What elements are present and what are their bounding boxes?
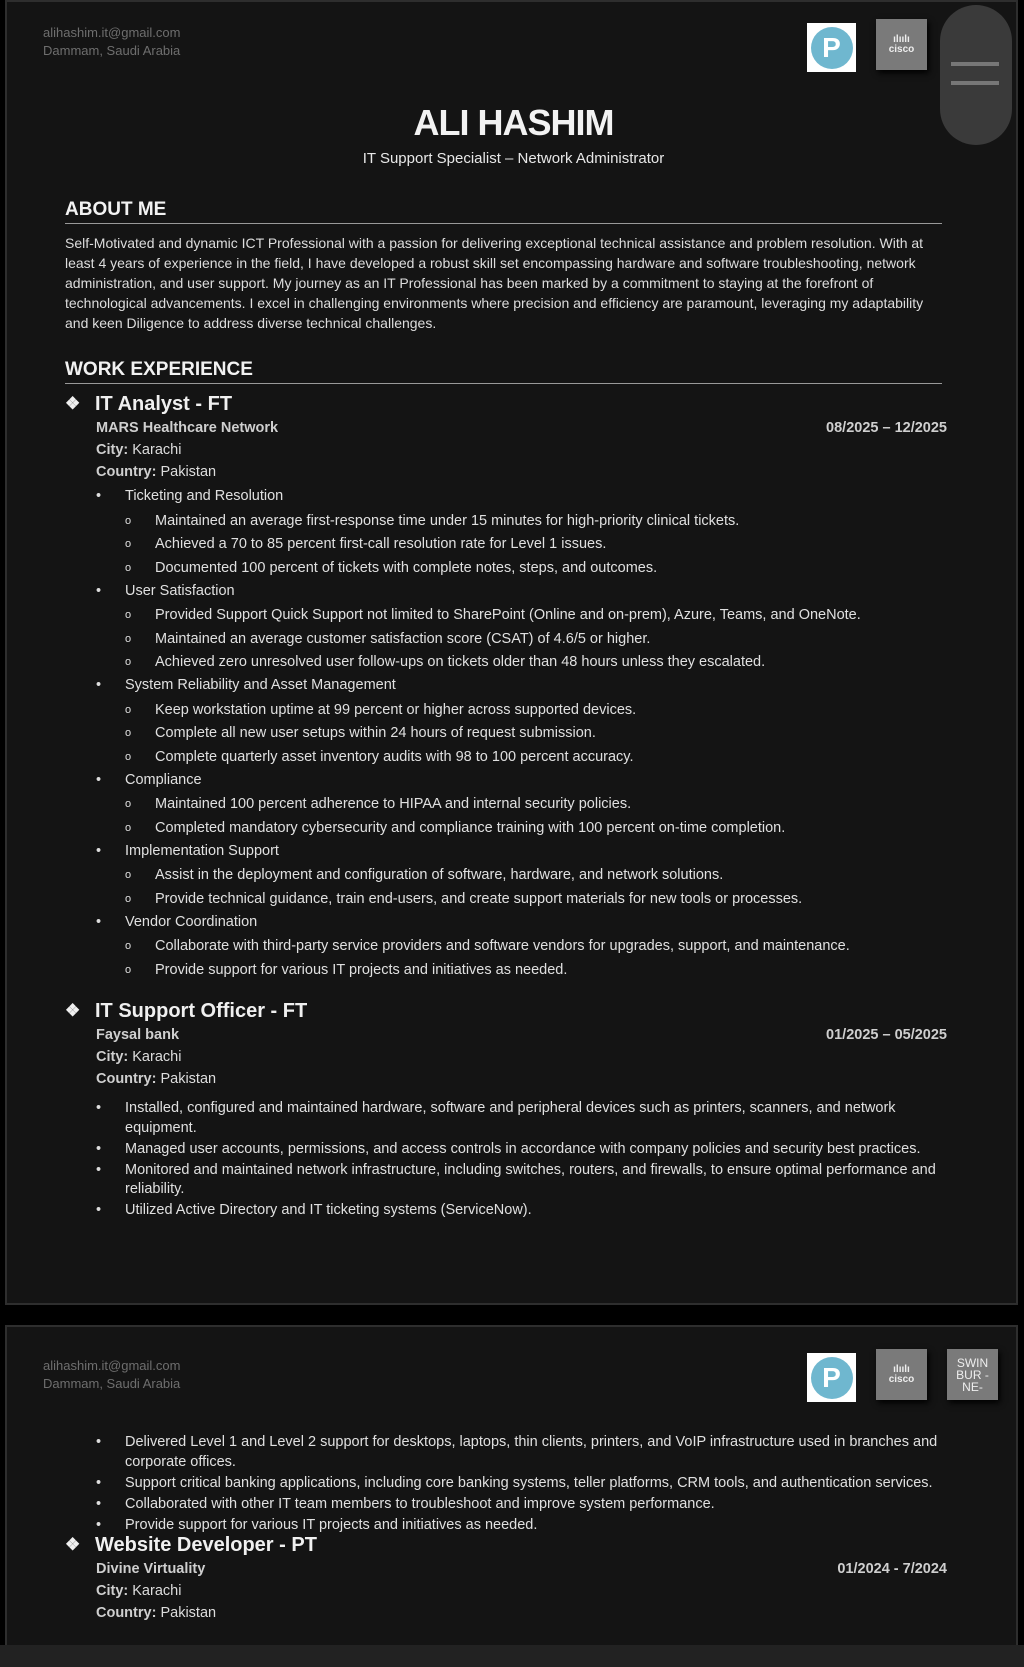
company-name [96,417,945,439]
diamond-bullet-icon: ❖ [65,1535,81,1554]
page-title: ALI HASHIM [413,102,614,143]
sub-duty-item: o Achieved zero unresolved user follow-ups on tickets older than 48 hours unless they escalated. [125,651,945,675]
email: alihashim.it@gmail.com [43,1358,181,1373]
company: Divine Virtuality [96,1561,206,1577]
sub-duties-list [125,604,945,675]
duty-item: • Provide support for various IT projects and initiatives as needed. [96,1516,945,1536]
duty-item [96,1099,945,1138]
bottom-bar [0,1645,1024,1667]
job-title-text: IT Analyst - FT [95,392,233,415]
pearson-logo: P [807,1353,856,1402]
sub-duties-list [125,793,945,840]
cisco-logo: ılıılı cisco [876,19,927,70]
duty-text: Monitored and maintained network infrastructure, including switches, routers, and firewalls, to ensure optimal performance and reliability. [125,1161,936,1197]
job-title [65,998,945,1024]
swinburne-logo: SWIN BUR -NE- [947,1349,998,1400]
sub-duty-item: o Collaborate with third-party service providers and software vendors for upgrades, support, and maintenance. [125,935,945,959]
sub-duty-item: o Maintained 100 percent adherence to HIPAA and internal security policies. [125,793,945,817]
company-name [96,1558,945,1580]
sub-duty-item: o Achieved a 70 to 85 percent first-call resolution rate for Level 1 issues. [125,533,945,557]
duty-text: Compliance [125,771,202,788]
sub-duty-item: o Assist in the deployment and configuration of software, hardware, and network solutions. [125,864,945,888]
sub-duty-item: o Complete quarterly asset inventory audits with 98 to 100 percent accuracy. [125,746,945,770]
duty-text: Installed, configured and maintained hardware, software and peripheral devices such as printers, scanners, and network equipment. [125,1100,896,1136]
duty-item [96,676,945,769]
country-label: Country: [96,1605,157,1621]
company-name [96,1024,945,1046]
duty-item: • Support critical banking applications, including core banking systems, teller platforms, CRM tools, and authentication services. [96,1474,945,1494]
sub-duties-list [125,935,945,982]
duty-item [96,487,945,580]
resume-page-1 [5,0,1018,1305]
duty-text: Managed user accounts, permissions, and access controls in accordance with company policies and security best practices. [125,1140,921,1157]
sub-duty-item: o Provide technical guidance, train end-users, and create support materials for new tools or processes. [125,888,945,912]
job-entry [65,998,945,1222]
job-meta [96,417,945,483]
sub-duty-item: o Complete all new user setups within 24 hours of request submission. [125,722,945,746]
city-label: City: [96,1049,129,1065]
certification-logos [807,19,927,72]
job-title [65,391,945,417]
email: alihashim.it@gmail.com [43,25,181,40]
location: Dammam, Saudi Arabia [43,1376,181,1391]
city: Karachi [132,1049,182,1065]
city: Karachi [132,1583,182,1599]
contact-info [43,1357,180,1393]
duties-list [96,487,945,982]
floating-menu-button[interactable] [940,5,1012,145]
sub-duties-list [125,699,945,770]
country: Pakistan [160,1071,217,1087]
company: MARS Healthcare Network [96,420,279,436]
work-heading: WORK EXPERIENCE [65,359,942,384]
country-label: Country: [96,464,157,480]
duty-item [96,842,945,912]
certification-logos [807,1349,998,1402]
job-entry [65,391,945,984]
job-entry [65,1532,945,1624]
about-heading: ABOUT ME [65,199,942,224]
sub-duties-list [125,864,945,911]
job-city [96,1046,945,1068]
sub-duty-item: o Provide support for various IT projects and initiatives as needed. [125,959,945,983]
job-subtitle: IT Support Specialist – Network Administrator [362,150,665,167]
diamond-bullet-icon: ❖ [65,394,81,413]
job-country [96,1602,945,1624]
job-meta [96,1024,945,1090]
city-label: City: [96,1583,129,1599]
job-dates: 08/2025 – 12/2025 [826,420,947,436]
contact-info [43,24,180,60]
job-title [65,1532,945,1558]
city-label: City: [96,442,129,458]
company: Faysal bank [96,1027,180,1043]
sub-duties-list [125,510,945,581]
duty-text: Utilized Active Directory and IT ticketing systems (ServiceNow). [125,1202,532,1218]
city: Karachi [132,442,182,458]
pearson-logo: P [807,23,856,72]
job-dates: 01/2024 - 7/2024 [837,1561,947,1577]
country-label: Country: [96,1071,157,1087]
location: Dammam, Saudi Arabia [43,43,181,58]
duty-item [96,771,945,841]
job-dates: 01/2025 – 05/2025 [826,1027,947,1043]
sub-duty-item: o Maintained an average customer satisfaction score (CSAT) of 4.6/5 or higher. [125,628,945,652]
about-text: Self-Motivated and dynamic ICT Professional with a passion for delivering exceptional technical assistance and problem resolution. With at least 4 years of experience in the field, I have developed a robust skill set encompassing hardware and software troubleshooting, network administration, and user support. My journey as an IT Professional has been marked by a commitment to staying at the forefront of technological advancements. I excel in challenging environments where precision and efficiency are paramount, leveraging my adaptability and keen Diligence to address diverse technical challenges. [65,235,924,331]
duty-item: • Collaborated with other IT team members to troubleshoot and improve system performance. [96,1495,945,1515]
sub-duty-item: o Maintained an average first-response time under 15 minutes for high-priority clinical tickets. [125,510,945,534]
job-meta [96,1558,945,1624]
job-city [96,1580,945,1602]
job-country [96,461,945,483]
duty-text: System Reliability and Asset Management [125,677,396,693]
cisco-logo: ılıılı cisco [876,1349,927,1400]
job-city [96,439,945,461]
duty-text: Vendor Coordination [125,913,258,930]
duty-item [96,582,945,675]
job-country [96,1068,945,1090]
duty-item [96,1140,945,1160]
duty-text: Implementation Support [125,842,279,859]
duty-item [96,913,945,983]
job-title-text: Website Developer - PT [95,1533,317,1556]
sub-duty-item: o Keep workstation uptime at 99 percent or higher across supported devices. [125,699,945,723]
country: Pakistan [160,1605,217,1621]
job-entry-continued [65,1429,945,1537]
diamond-bullet-icon: ❖ [65,1001,81,1020]
duty-text: User Satisfaction [125,582,235,599]
duty-item [96,1201,945,1221]
duty-item: • Delivered Level 1 and Level 2 support for desktops, laptops, thin clients, printers, and VoIP infrastructure used in branches and corporate offices. [96,1433,945,1472]
sub-duty-item: o Documented 100 percent of tickets with complete notes, steps, and outcomes. [125,557,945,581]
resume-page-2 [5,1325,1018,1667]
duties-list [96,1433,945,1535]
duty-text: Ticketing and Resolution [125,488,284,504]
country: Pakistan [160,464,217,480]
duty-item [96,1161,945,1200]
duties-list [96,1099,945,1221]
sub-duty-item: o Provided Support Quick Support not limited to SharePoint (Online and on-prem), Azure, Teams, and OneNote. [125,604,945,628]
job-title-text: IT Support Officer - FT [95,999,308,1022]
sub-duty-item: o Completed mandatory cybersecurity and compliance training with 100 percent on-time completion. [125,817,945,841]
